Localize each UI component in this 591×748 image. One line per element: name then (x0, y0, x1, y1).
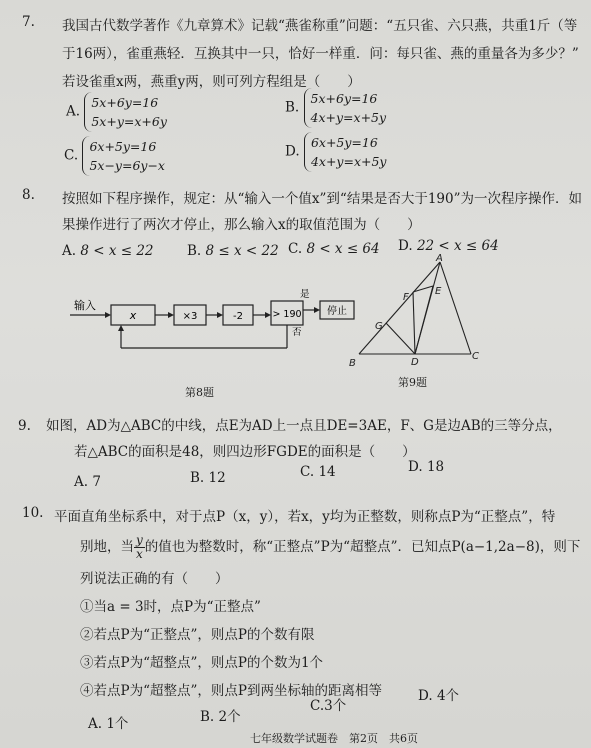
q9-option-c-text: 14 (318, 464, 336, 480)
q7-option-a-system (84, 92, 167, 132)
q10-line2-pre: 别地，当 (80, 539, 134, 555)
flow-box-gt190-text: > 190 (272, 309, 302, 320)
q8-line1: 按照如下程序操作，规定：从“输入一个值x”到“结果是否大于190”为一次程序操作．如 (62, 191, 582, 207)
flow-box-x-text: x (129, 309, 137, 322)
q7-option-c-system (82, 136, 165, 176)
flow-yes-label: 是 (300, 289, 310, 300)
q10-option-c (310, 694, 346, 714)
q10-fraction (134, 534, 145, 561)
flow-stop-text: 停止 (327, 306, 347, 317)
q10-option-d-text: 4个 (436, 688, 460, 704)
q7-option-a-label: A. (66, 103, 81, 120)
q7-option-d-system (304, 132, 387, 172)
q9-number: 9. (18, 418, 31, 434)
q10-line2-post: 的值也为整数时，称“正整点”P为“超整点”．已知点P(a−1,2a−8)，则下 (144, 539, 581, 555)
q9-option-b-text: 12 (208, 470, 226, 486)
q7-a-eq2: 5x+y=x+6y (91, 114, 167, 129)
q9-point-E: E (435, 286, 442, 297)
q7-d-eq2: 4x+y=x+5y (310, 154, 387, 169)
q10-option-a-label: A. (88, 716, 103, 732)
q10-option-d (418, 684, 459, 704)
q8-option-d-text: 22 < x ≤ 64 (416, 238, 499, 254)
q7-option-b-label: B. (285, 99, 300, 116)
q8-option-b-label: B. (187, 243, 202, 259)
q10-number: 10. (22, 505, 44, 521)
q9-option-d-text: 18 (426, 459, 445, 475)
flow-box-minus2-text: -2 (233, 311, 243, 322)
q7-option-c (64, 136, 165, 176)
q10-line1: 平面直角坐标系中，对于点P（x，y），若x，y均为正整数，则称点P为“正整点”，特 (54, 509, 556, 525)
q7-b-eq2: 4x+y=x+5y (310, 110, 387, 125)
q10-statement-3: ③若点P为“超整点”，则点P的个数为1个 (80, 655, 324, 671)
q7-c-eq2: 5x−y=6y−x (89, 158, 165, 173)
q7-option-b-system (304, 88, 387, 128)
flow-input-label: 输入 (74, 299, 96, 312)
q9-point-G: G (375, 321, 383, 332)
q9-option-b (190, 470, 226, 486)
q9-option-c (300, 464, 336, 480)
q10-fraction-denominator: x (136, 547, 143, 561)
q10-option-d-label: D. (418, 688, 433, 704)
q8-number: 8. (22, 187, 35, 203)
q9-option-c-label: C. (300, 464, 315, 480)
q7-option-d (285, 132, 387, 172)
q10-statement-4: ④若点P为“超整点”，则点P到两坐标轴的距离相等 (80, 683, 382, 699)
q8-line2: 果操作进行了两次才停止，那么输入x的取值范围为（ ） (62, 217, 421, 233)
q9-option-a-label: A. (74, 474, 89, 490)
q9-triangle-figure (345, 252, 485, 372)
q8-option-c-label: C. (288, 241, 303, 257)
q10-line3: 列说法正确的有（ ） (80, 571, 229, 587)
q8-option-a (62, 243, 154, 259)
q9-line1: 如图，AD为△ABC的中线，点E为AD上一点且DE=3AE，F、G是边AB的三等分点， (46, 418, 562, 434)
q8-option-b (187, 243, 279, 259)
q9-point-B: B (349, 358, 356, 369)
q7-option-d-label: D. (285, 143, 300, 160)
q7-d-eq1: 6x+5y=16 (310, 135, 378, 150)
page-footer: 七年级数学试题卷 第2页 共6页 (250, 732, 418, 745)
q10-line2 (80, 534, 580, 561)
q10-option-c-label: C. (310, 698, 325, 714)
q8-option-c-text: 8 < x ≤ 64 (306, 241, 380, 257)
q8-option-a-label: A. (62, 243, 77, 259)
q7-b-eq1: 5x+6y=16 (310, 91, 378, 106)
q9-option-d (408, 459, 444, 475)
q9-option-a (74, 474, 101, 490)
q7-option-b (285, 88, 386, 128)
q10-statement-2: ②若点P为“正整点”，则点P的个数有限 (80, 627, 315, 643)
q8-option-d-label: D. (398, 238, 413, 254)
q10-fraction-numerator: y (136, 533, 143, 547)
q9-option-d-label: D. (408, 459, 423, 475)
q7-number: 7. (22, 14, 35, 30)
q9-option-b-label: B. (190, 470, 205, 486)
q7-line2: 于16两），雀重燕轻．互换其中一只，恰好一样重．问：每只雀、燕的重量各为多少？” (62, 46, 579, 62)
q9-caption: 第9题 (398, 376, 427, 389)
q9-point-C: C (472, 351, 479, 362)
q8-flowchart (60, 288, 360, 360)
q9-option-a-text: 7 (92, 474, 101, 490)
q8-option-b-text: 8 ≤ x < 22 (205, 243, 279, 259)
flow-box-times3-text: ×3 (182, 311, 198, 322)
q9-line2: 若△ABC的面积是48，则四边形FGDE的面积是（ ） (74, 444, 416, 460)
q10-option-b (200, 705, 241, 725)
q7-c-eq1: 6x+5y=16 (89, 139, 157, 154)
q10-option-a-text: 1个 (106, 716, 129, 732)
q10-statement-1: ①当a = 3时，点P为“正整点” (80, 599, 261, 615)
q10-option-c-text: 3个 (324, 698, 347, 714)
q7-option-a (66, 92, 167, 132)
q7-a-eq1: 5x+6y=16 (91, 95, 159, 110)
q7-line3: 若设雀重x两，燕重y两，则可列方程组是（ ） (62, 74, 361, 90)
flow-no-label: 否 (292, 327, 302, 338)
q9-point-A: A (436, 253, 443, 264)
q7-option-c-label: C. (64, 147, 79, 164)
q10-option-a (88, 712, 128, 732)
q8-option-a-text: 8 < x ≤ 22 (80, 243, 154, 259)
q10-option-b-text: 2个 (218, 709, 241, 725)
q8-caption: 第8题 (185, 386, 214, 399)
q7-line1: 我国古代数学著作《九章算术》记载“燕雀称重”问题：“五只雀、六只燕，共重1斤（等 (62, 18, 578, 34)
q9-point-F: F (403, 292, 409, 303)
q9-point-D: D (411, 357, 419, 368)
q10-option-b-label: B. (200, 709, 215, 725)
